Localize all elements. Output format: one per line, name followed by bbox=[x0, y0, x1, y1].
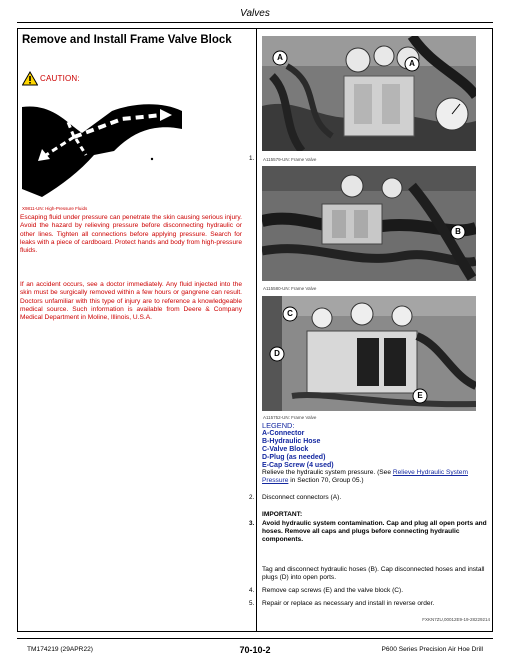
high-pressure-fluid-illustration bbox=[22, 93, 182, 203]
frame-valve-photo-1 bbox=[262, 36, 476, 151]
header-rule bbox=[17, 22, 493, 23]
figure-2-caption: A115580-UN: Frame Valve bbox=[263, 286, 317, 291]
figure-3-caption: A115752-UN: Frame Valve bbox=[263, 415, 317, 420]
callout-a-1-label: A bbox=[277, 53, 283, 62]
legend-item-plug: D-Plug (as needed) bbox=[262, 453, 326, 461]
frame-valve-photo-3 bbox=[262, 296, 476, 411]
step-1-tail: in Section 70, Group 05.) bbox=[290, 477, 364, 484]
legend-item-hydraulic-hose: B-Hydraulic Hose bbox=[262, 437, 321, 445]
footer-rule bbox=[17, 638, 493, 639]
frame-valve-photo-2 bbox=[262, 166, 476, 281]
footer-product-name: P600 Series Precision Air Hoe Drill bbox=[381, 646, 483, 653]
document-reference-id: FXKN7ZU,00012E9-19-28229214 bbox=[422, 617, 490, 622]
legend-item-cap-screw: E-Cap Screw (4 used) bbox=[262, 461, 334, 469]
section-title: Remove and Install Frame Valve Block bbox=[22, 34, 232, 46]
legend-title: LEGEND: bbox=[262, 421, 295, 430]
callout-b-label: B bbox=[455, 227, 461, 236]
step-3-subtext: Tag and disconnect hydraulic hoses (B). Cap disconnected hoses and install plugs (D) into open ports. bbox=[262, 566, 485, 581]
step-1-body: Relieve the hydraulic system pressure. (See bbox=[262, 469, 391, 476]
caution-paragraph-2: If an accident occurs, see a doctor immediately. Any fluid injected into the skin must be surgically removed within a few hours or gangrene can result. Doctors unfamiliar with this type of injury are to reference a knowledgeable medical source. Such information is available from Deere & Company Medical Department in Moline, Illinois, U.S.A. bbox=[20, 281, 242, 322]
step-4-number: 4. bbox=[249, 587, 255, 594]
figure-1-number: 1. bbox=[249, 155, 255, 162]
caution-warning-icon bbox=[22, 71, 38, 86]
step-3-important-text: Avoid hydraulic system contamination. Cap and plug all open ports and hoses. Remove all caps and plugs before connecting hydraulic components. bbox=[262, 520, 487, 543]
caution-label: CAUTION: bbox=[40, 74, 80, 83]
callout-d-label: D bbox=[274, 349, 280, 358]
caution-paragraph-1: Escaping fluid under pressure can penetrate the skin causing serious injury. Avoid the hazard by relieving pressure before disconnecting hydraulic or other lines. Tighten all connections before applying pressure. Search for leaks with a piece of cardboard. Protect hands and body from high-pressure fluids. bbox=[20, 214, 242, 255]
page-header-title: Valves bbox=[240, 8, 270, 19]
legend bbox=[262, 422, 334, 469]
figure-1-caption: A115579-UN: Frame Valve bbox=[263, 157, 317, 162]
step-1-text bbox=[262, 469, 488, 485]
relieve-hydraulic-pressure-link[interactable]: Relieve Hydraulic System Pressure bbox=[262, 469, 468, 484]
legend-item-connector: A-Connector bbox=[262, 429, 305, 437]
callout-e-label: E bbox=[417, 391, 423, 400]
step-2-text: Disconnect connectors (A). bbox=[262, 494, 342, 501]
callout-c-label: C bbox=[287, 309, 293, 318]
hazard-figure-caption: X9811-UN: High-Pressure Fluids bbox=[22, 206, 88, 211]
footer-page-number: 70-10-2 bbox=[239, 645, 271, 655]
callout-a-2-label: A bbox=[409, 59, 415, 68]
column-divider bbox=[256, 28, 257, 632]
step-4-text: Remove cap screws (E) and the valve block (C). bbox=[262, 587, 404, 594]
legend-item-valve-block: C-Valve Block bbox=[262, 445, 309, 453]
step-3-number: 3. bbox=[249, 520, 255, 527]
step-5-number: 5. bbox=[249, 600, 255, 607]
footer-manual-id: TM174219 (29APR22) bbox=[27, 646, 93, 653]
step-5-text: Repair or replace as necessary and install in reverse order. bbox=[262, 600, 435, 607]
step-2-number: 2. bbox=[249, 494, 255, 501]
important-label: IMPORTANT: bbox=[262, 511, 303, 518]
